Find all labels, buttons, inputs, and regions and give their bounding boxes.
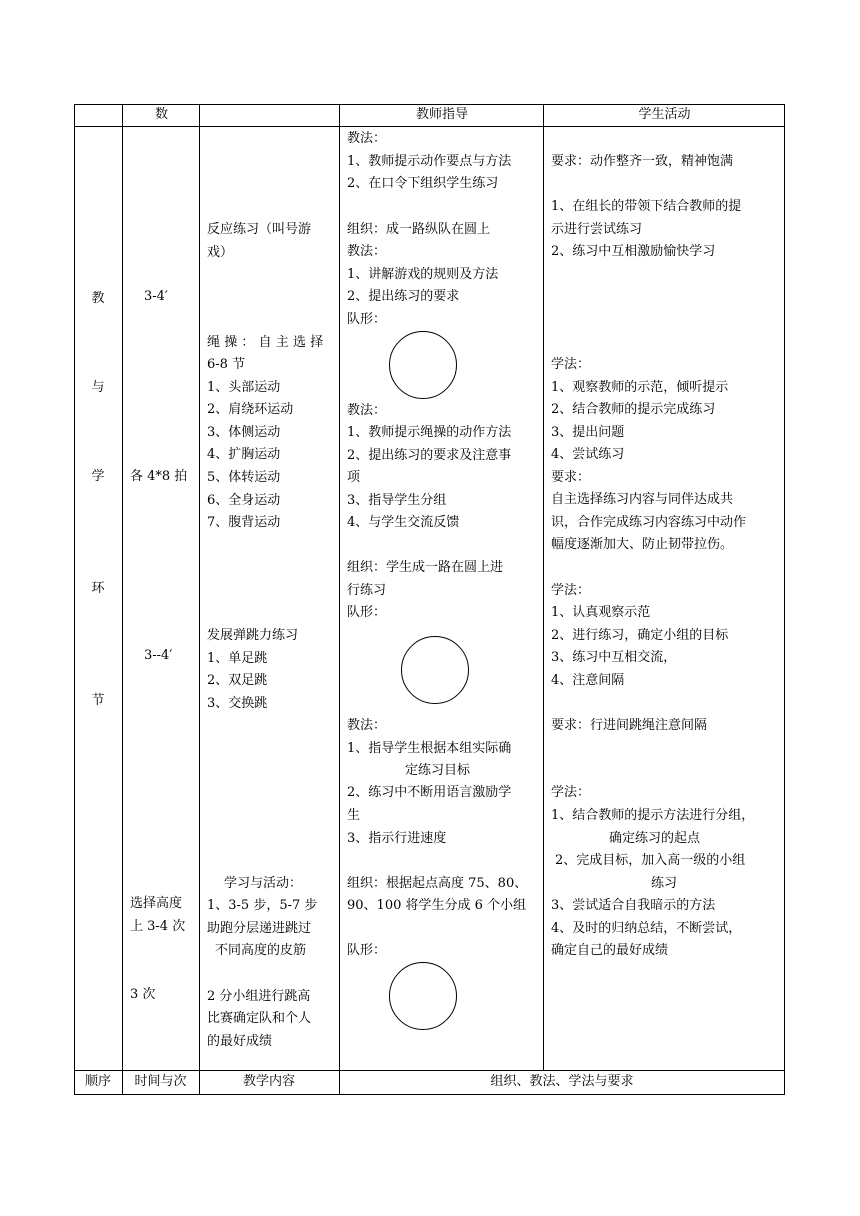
teacher-line: 组织：根据起点高度 75、80、 <box>347 876 528 891</box>
section-char-4: 环 <box>91 581 105 596</box>
footer-cell-content: 教学内容 <box>242 1074 295 1089</box>
teacher-line: 90、100 将学生分成 6 个小组 <box>347 898 527 913</box>
content-line: 学习与活动： <box>224 876 303 891</box>
table-border-right <box>784 104 785 1095</box>
time-height-b: 上 3-4 次 <box>130 919 186 934</box>
col-divider-3 <box>339 104 340 1095</box>
teacher-line: 行练习 <box>347 583 387 598</box>
teacher-line: 2、提出练习的要求 <box>347 289 460 304</box>
student-line: 1、结合教师的提示方法进行分组， <box>551 808 755 823</box>
student-line: 确定练习的起点 <box>609 831 701 846</box>
content-line: 戏） <box>207 245 234 260</box>
section-char-5: 节 <box>91 693 105 708</box>
content-line: 1、单足跳 <box>207 651 268 666</box>
student-line: 4、及时的归纳总结，不断尝试， <box>551 921 742 936</box>
student-line: 练习 <box>651 876 678 891</box>
time-compete: 3 次 <box>130 987 156 1002</box>
footer-cell-method: 组织、教法、学法与要求 <box>490 1074 634 1089</box>
teacher-line: 组织：成一路纵队在圆上 <box>347 222 491 237</box>
teacher-line: 教法： <box>347 403 387 418</box>
student-line: 1、在组长的带领下结合教师的提 <box>551 199 742 214</box>
time-reaction: 3-4′ <box>144 289 168 304</box>
section-char-1: 教 <box>91 291 105 306</box>
student-line: 4、尝试练习 <box>551 447 625 462</box>
content-line: 3、体侧运动 <box>207 425 281 440</box>
teacher-line: 1、指导学生根据本组实际确 <box>347 741 512 756</box>
content-line: 4、扩胸运动 <box>207 447 281 462</box>
time-height-a: 选择高度 <box>130 896 183 911</box>
student-line: 幅度逐渐加大、防止韧带拉伤。 <box>551 537 734 552</box>
teacher-line: 4、与学生交流反馈 <box>347 515 460 530</box>
content-line: 2 分小组进行跳高 <box>207 989 311 1004</box>
student-line: 示进行尝试练习 <box>551 222 643 237</box>
content-line: 的最好成绩 <box>207 1034 273 1049</box>
section-char-2: 与 <box>91 380 105 395</box>
student-line: 2、完成目标，加入高一级的小组 <box>555 853 746 868</box>
teacher-line: 2、提出练习的要求及注意事 <box>347 448 512 463</box>
teacher-formation-label: 队形： <box>347 943 387 958</box>
student-line: 学法： <box>551 357 591 372</box>
teacher-line: 队形： <box>347 605 387 620</box>
content-line: 反应练习（叫号游 <box>207 222 312 237</box>
content-line: 6-8 节 <box>207 357 246 372</box>
teacher-line: 1、讲解游戏的规则及方法 <box>347 267 499 282</box>
student-line: 2、结合教师的提示完成练习 <box>551 402 716 417</box>
teacher-line: 2、在口令下组织学生练习 <box>347 176 499 191</box>
table-border-bottom <box>74 1094 785 1095</box>
student-line: 要求： <box>551 470 591 485</box>
content-line: 6、全身运动 <box>207 493 281 508</box>
student-line: 识，合作完成练习内容练习中动作 <box>551 515 747 530</box>
header-cell-student: 学生活动 <box>638 107 691 122</box>
student-line: 3、练习中互相交流， <box>551 650 677 665</box>
footer-cell-time: 时间与次 <box>134 1074 187 1089</box>
student-line: 学法： <box>551 583 591 598</box>
student-line: 自主选择练习内容与同伴达成共 <box>551 492 734 507</box>
teacher-line: 队形： <box>347 312 387 327</box>
content-line: 不同高度的皮筋 <box>215 943 307 958</box>
formation-circle-icon <box>389 331 457 399</box>
teacher-line: 3、指导学生分组 <box>347 493 447 508</box>
content-line: 3、交换跳 <box>207 696 268 711</box>
teacher-line: 定练习目标 <box>405 763 471 778</box>
teacher-line: 教法： <box>347 244 387 259</box>
footer-cell-order: 顺序 <box>84 1074 111 1089</box>
student-line: 1、观察教师的示范，倾听提示 <box>551 380 729 395</box>
student-line: 4、注意间隔 <box>551 673 625 688</box>
content-line: 1、3-5 步，5-7 步 <box>207 898 318 913</box>
formation-circle-icon <box>401 636 469 704</box>
content-line: 1、头部运动 <box>207 380 281 395</box>
teacher-line: 2、练习中不断用语言激励学 <box>347 785 512 800</box>
content-line: 助跑分层递进跳过 <box>207 921 312 936</box>
student-line: 1、认真观察示范 <box>551 605 651 620</box>
content-line: 发展弹跳力练习 <box>207 628 299 643</box>
student-line: 学法： <box>551 785 591 800</box>
content-line: 比赛确定队和个人 <box>207 1011 312 1026</box>
student-line: 2、进行练习，确定小组的目标 <box>551 628 729 643</box>
header-cell-count: 数 <box>154 107 168 122</box>
section-char-3: 学 <box>91 469 105 484</box>
col-divider-4 <box>543 104 544 1071</box>
header-cell-teacher: 教师指导 <box>415 107 468 122</box>
student-line: 3、尝试适合自我暗示的方法 <box>551 898 716 913</box>
student-requirement-5: 要求：行进间跳绳注意间隔 <box>551 718 708 733</box>
student-requirement-1: 要求：动作整齐一致，精神饱满 <box>551 154 734 169</box>
teacher-line: 1、教师提示绳操的动作方法 <box>347 425 512 440</box>
formation-circle-icon <box>389 962 457 1030</box>
student-line: 2、练习中互相激励愉快学习 <box>551 244 716 259</box>
teacher-line: 教法： <box>347 718 387 733</box>
teacher-line: 组织：学生成一路在圆上进 <box>347 560 504 575</box>
teacher-line: 教法： <box>347 131 387 146</box>
teacher-line: 1、教师提示动作要点与方法 <box>347 154 512 169</box>
content-line: 2、肩绕环运动 <box>207 402 294 417</box>
content-line: 5、体转运动 <box>207 470 281 485</box>
time-rope: 各 4*8 拍 <box>130 469 188 484</box>
teacher-line: 3、指示行进速度 <box>347 831 447 846</box>
content-line: 2、双足跳 <box>207 673 268 688</box>
teacher-line: 项 <box>347 470 361 485</box>
student-line: 确定自己的最好成绩 <box>551 943 669 958</box>
content-line: 7、腹背运动 <box>207 515 281 530</box>
teacher-line: 生 <box>347 808 361 823</box>
col-divider-2 <box>199 104 200 1095</box>
time-jump: 3--4′ <box>144 648 173 663</box>
student-line: 3、提出问题 <box>551 425 625 440</box>
col-divider-1 <box>122 104 123 1095</box>
content-line: 绳操：自主选择 <box>207 335 328 350</box>
